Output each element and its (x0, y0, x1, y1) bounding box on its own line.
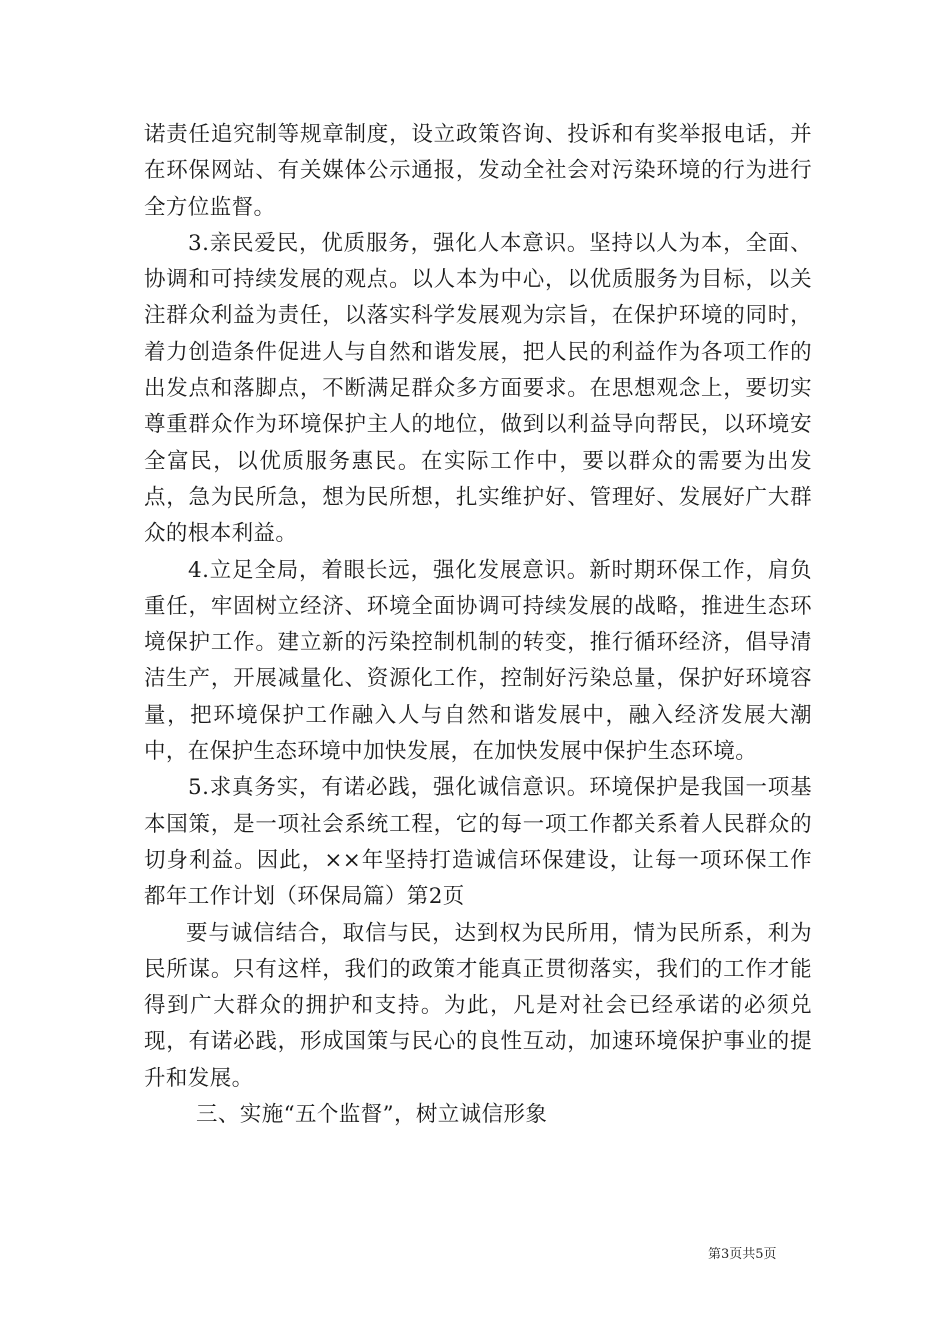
paragraph-continuation: 诺责任追究制等规章制度，设立政策咨询、投诉和有奖举报电话，并在环保网站、有关媒体公示通报，发动全社会对污染环境的行为进行全方位监督。 (144, 122, 812, 220)
paragraph-integrity: 要与诚信结合，取信与民，达到权为民所用，情为民所系，利为民所谋。只有这样，我们的政策才能真正贯彻落实，我们的工作才能得到广大群众的拥护和支持。为此，凡是对社会已经承诺的必须兑现，有诺必践，形成国策与民心的良性互动，加速环境保护事业的提升和发展。 (144, 920, 812, 1091)
paragraph-item-3: 3.亲民爱民，优质服务，强化人本意识。坚持以人为本，全面、协调和可持续发展的观点。以人本为中心，以优质服务为目标，以关注群众利益为责任，以落实科学发展观为宗旨，在保护环境的同时，着力创造条件促进人与自然和谐发展，把人民的利益作为各项工作的出发点和落脚点，不断满足群众多方面要求。在思想观念上，要切实尊重群众作为环境保护主人的地位，做到以利益导向帮民，以环境安全富民，以优质服务惠民。在实际工作中，要以群众的需要为出发点，急为民所急，想为民所想，扎实维护好、管理好、发展好广大群众的根本利益。 (144, 230, 812, 547)
document-body (144, 117, 812, 1133)
paragraph-item-5: 5.求真务实，有诺必践，强化诚信意识。环境保护是我国一项基本国策，是一项社会系统工程，它的每一项工作都关系着人民群众的切身利益。因此，××年坚持打造诚信环保建设，让每一项环保工作都年工作计划（环保局篇）第2页 (144, 775, 812, 910)
paragraph-item-4: 4.立足全局，着眼长远，强化发展意识。新时期环保工作，肩负重任，牢固树立经济、环境全面协调可持续发展的战略，推进生态环境保护工作。建立新的污染控制机制的转变，推行循环经济，倡导清洁生产，开展减量化、资源化工作，控制好污染总量，保护好环境容量，把环境保护工作融入人与自然和谐发展中，融入经济发展大潮中，在保护生态环境中加快发展，在加快发展中保护生态环境。 (144, 557, 812, 765)
section-heading: 三、实施“五个监督”，树立诚信形象 (196, 1102, 548, 1128)
page-number: 第3页共5页 (708, 1247, 777, 1262)
